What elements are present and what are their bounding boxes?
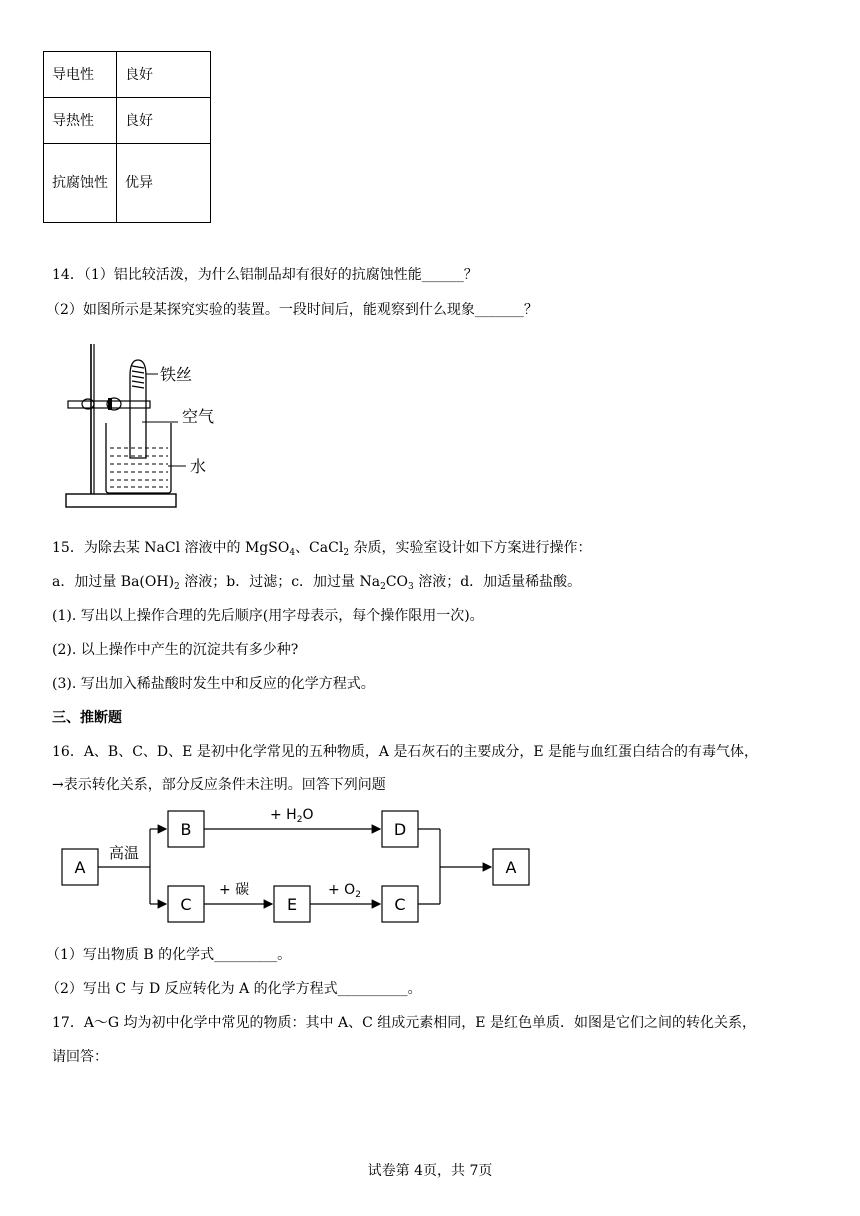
table-cell-value: 良好 [117,98,211,144]
q15-sub1: (1). 写出以上操作合理的先后顺序(用字母表示，每个操作限用一次)。 [52,608,484,624]
label-air: 空气 [182,407,215,426]
label-iron-wire: 铁丝 [160,365,193,384]
q14-part1: 14．（1）铝比较活泼，为什么铝制品却有很好的抗腐蚀性能______？ [52,267,478,283]
node-e: E [286,895,298,914]
iron-wire-experiment-figure [58,340,238,512]
label-high-temperature: 高温 [109,844,140,862]
node-a: A [74,858,86,877]
q14-part2: （2）如图所示是某探究实验的装置。一段时间后，能观察到什么现象_______？ [46,302,538,318]
table-cell-value: 良好 [117,52,211,98]
q15-sub3: (3). 写出加入稀盐酸时发生中和反应的化学方程式。 [52,676,375,692]
q16-line2: →表示转化关系，部分反应条件未注明。回答下列问题 [52,777,386,793]
node-d: D [393,820,407,839]
q17-line1: 17．A～G 均为初中化学中常见的物质：其中 A、C 组成元素相同，E 是红色单质．如图是它们之间的转化关系， [52,1015,756,1031]
node-a: A [505,858,517,877]
conversion-diagram [55,798,535,930]
q16-line1: 16．A、B、C、D、E 是初中化学常见的五种物质，A 是石灰石的主要成分，E 是能与血红蛋白结合的有毒气体， [52,744,759,760]
table-row [44,144,211,223]
table-cell-value: 优异 [117,144,211,223]
section-title: 三、推断题 [52,710,122,726]
table-cell-property: 抗腐蚀性 [44,144,117,223]
node-b: B [180,820,192,839]
q16-sub2: （2）写出 C 与 D 反应转化为 A 的化学方程式__________。 [46,981,422,997]
label-water: 水 [190,457,207,476]
table-cell-property: 导电性 [44,52,117,98]
q15-sub2: (2). 以上操作中产生的沉淀共有多少种? [52,642,299,658]
table-row [44,52,211,98]
q17-line2: 请回答： [52,1049,108,1065]
label-plus-water: + $H_2O$ [270,807,314,825]
page-footer: 试卷第 4页，共 7页 [367,1163,493,1179]
q15-intro: 15．为除去某 NaCl 溶液中的 MgSO$_4$、CaCl$_2$ 杂质，实验室设计如下方案进行操作： [52,540,592,558]
properties-table [43,51,211,223]
q16-sub1: （1）写出物质 B 的化学式_________。 [46,947,292,963]
table-cell-property: 导热性 [44,98,117,144]
label-plus-carbon: + 碳 [219,882,250,898]
node-c: C [394,895,406,914]
q15-operations: a．加过量 $Ba(OH)_2$ 溶液；b．过滤；c．加过量 $Na_2CO_3$ 溶液；d．加适量稀盐酸。 [52,574,582,592]
label-plus-oxygen: + $O_2$ [328,882,361,900]
node-c: C [180,895,192,914]
table-row [44,98,211,144]
